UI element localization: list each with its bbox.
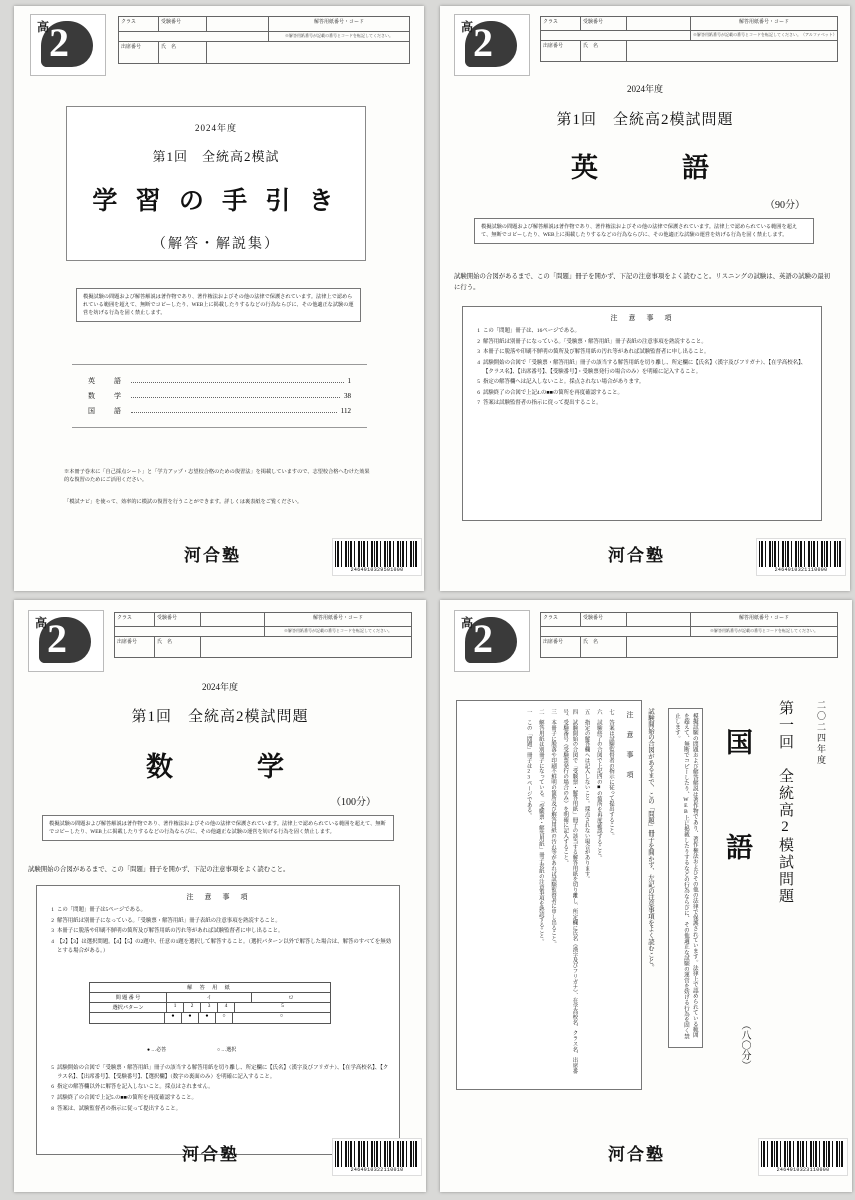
toc-subject: 数 学	[88, 392, 127, 400]
notice-list	[521, 709, 616, 1079]
logo-grade-kanji: 高	[37, 20, 50, 34]
notice-item: 四 試験開始の合図で「受験票・解答用紙」冊子の該当する解答用紙を切り離し、所定欄に氏名（漢字及びフリガナ）、在学高校名、クラス名、出席番号、受験番号（受験票発行の場合のみ）を明確に記入すること。	[562, 709, 578, 1074]
notice-item: 2 解答用紙は別冊子になっている。「受験票・解答用紙」冊子表紙の注意事項を熟読すること。	[51, 917, 281, 924]
brand-logo: 河合塾	[182, 1145, 239, 1164]
time-limit: （100分）	[331, 797, 376, 808]
page-title: 英 語	[571, 153, 719, 183]
notice-title: 注 意 事 項	[186, 893, 250, 901]
logo-grade-kanji: 高	[461, 616, 474, 630]
header-subnote: ※解答用紙番号が記載の番号とコードを転記してください。	[710, 628, 818, 633]
barcode	[756, 538, 846, 576]
notice-item: 4 試験開始の合図で「受験票・解答用紙」冊子の該当する解答用紙を切り離し、所定欄に【氏名】（漢字及びフリガナ）、【在学高校名】、【クラス名】、【出席番号】、【受験番号】・受験票発行の場合のみ）を明確に記入すること。	[477, 359, 807, 375]
toc-row	[88, 376, 351, 386]
label-attendance-number: 出席番号	[115, 637, 155, 657]
exam-line: 第1回 全統高2模試問題	[131, 709, 309, 725]
notice-item: 六 試験終了の合図で上記四の■の箇所を再度確認すること。	[595, 709, 602, 861]
copyright-notice: 模擬試験の問題および解答解説は著作物であり、著作権法およびその他の法律で保護されています。法律上で認められている範囲を超えて、無断でコピーしたり、WEB上に掲載したりするなどの行為ならびに、その他適正な試験の運営を妨げる行為を固く禁止します。	[76, 288, 361, 322]
copyright-notice: 模擬試験の問題および解答解説は著作物であり、著作権法およびその他の法律で保護されています。法律上で認められている範囲を超えて、無断でコピーしたり、WEB上に掲載したりするなどの行為ならびに、その他適正な試験の運営を妨げる行為を固く禁止します。	[474, 218, 814, 244]
field-name[interactable]	[207, 42, 409, 63]
title-frame	[66, 106, 366, 261]
barcode-bars	[335, 1141, 419, 1167]
page-title: 数 学	[146, 752, 294, 782]
logo-grade-number: 2	[473, 20, 493, 65]
instruction-text: 試験開始の合図があるまで、この「問題」冊子を開かず、下記の注意事項をよく読むこと。リスニングの試験は、英語の試験の最初に行う。	[454, 273, 831, 291]
exam-line: 第1回 全統高2模試	[152, 149, 280, 164]
booklet-guide[interactable]	[14, 6, 424, 591]
blank-cell	[115, 627, 265, 636]
label-exam-number: 受験番号	[581, 613, 627, 626]
barcode	[332, 1138, 422, 1176]
label-answer-sheet-code: 解答用紙番号・コード	[313, 20, 364, 25]
cell-q1: 1	[167, 1003, 184, 1012]
notice-item: 1 この「問題」冊子は、16ページである。	[477, 328, 580, 334]
label-answer-sheet-code: 解答用紙番号・コード	[738, 20, 789, 25]
header-entry-table[interactable]	[114, 612, 412, 658]
notice-item: 1 この「問題」冊子は5ページである。	[51, 907, 146, 913]
notice-list	[45, 906, 391, 955]
barcode-number: 2464910323110000	[776, 1167, 830, 1173]
year-label: 2024年度	[194, 123, 237, 133]
notice-item: 2 解答用紙は別冊子になっている。「受験票・解答用紙」冊子表紙の注意事項を熟読すること。	[477, 338, 707, 345]
barcode-bars	[761, 1141, 845, 1167]
brand-logo: 河合塾	[184, 546, 241, 565]
toc-dots	[131, 412, 337, 413]
toc-dots	[131, 382, 344, 383]
selection-table-caption: 解 答 用 紙	[187, 985, 233, 991]
booklet-math[interactable]	[14, 600, 426, 1192]
notice-list-2	[45, 1064, 393, 1115]
field-name[interactable]	[201, 637, 411, 657]
cell-q3: 3	[201, 1003, 218, 1012]
legend-optional: ○ …選択	[217, 1048, 237, 1053]
barcode	[332, 538, 422, 576]
notice-item: 五 指定の解答欄へは記入しないこと。採点されない場合があります。	[583, 709, 590, 882]
notice-item: 3 本冊子に脱落や印刷不鮮明の箇所及び解答用紙の汚れ等があれば試験監督者に申し出ること。	[51, 928, 284, 935]
blank-cell	[119, 32, 269, 41]
notice-title: 注 意 事 項	[626, 711, 634, 781]
label-class: クラス	[541, 613, 581, 626]
copyright-notice: 模擬試験の問題および解答解説は著作物であり、著作権法およびその他の法律で保護されています。法律上で認められている範囲を超えて、無断でコピーしたり、WEB上に掲載したりするなどの行為ならびに、その他適正な試験の運営を妨げる行為を固く禁止します。	[42, 815, 394, 841]
notice-title: 注 意 事 項	[610, 314, 674, 322]
blank-cell	[541, 627, 691, 636]
notice-box	[456, 700, 642, 1090]
col-question-number: 問 題 番 号	[90, 993, 167, 1002]
toc-row	[88, 391, 351, 401]
notice-item: 6 指定の解答欄以外に解答を記入しないこと。採点はされません。	[51, 1084, 214, 1091]
label-name: 氏 名	[155, 637, 201, 657]
grade-logo	[454, 610, 530, 672]
grade-logo	[30, 14, 106, 76]
time-limit: （90分）	[765, 200, 805, 211]
cell-q5: 5	[281, 1003, 284, 1009]
label-answer-sheet-code: 解答用紙番号・コード	[738, 616, 789, 621]
page-title: 国 語	[722, 728, 752, 868]
field-name[interactable]	[627, 637, 837, 657]
label-exam-number: 受験番号	[155, 613, 201, 626]
field-exam-number[interactable]	[201, 613, 265, 626]
booklet-english[interactable]	[440, 6, 850, 591]
header-entry-table[interactable]	[540, 16, 838, 62]
toc-subject: 国 語	[88, 407, 127, 415]
label-name: 氏 名	[581, 637, 627, 657]
logo-grade-number: 2	[47, 616, 67, 661]
brand-logo: 河合塾	[608, 546, 665, 565]
label-class: クラス	[115, 613, 155, 626]
logo-grade-kanji: 高	[461, 20, 474, 34]
label-class: クラス	[119, 17, 159, 31]
barcode-number: 2464910321110000	[774, 567, 828, 573]
notice-item: 7 試験終了の合図で上記5.の■■の箇所を再度確認すること。	[51, 1094, 197, 1101]
grade-logo	[28, 610, 104, 672]
header-subnote: ※解答用紙番号が記載の番号とコードを転記してください。（アルファベット）	[693, 32, 837, 37]
cell-q2: 2	[184, 1003, 201, 1012]
barcode-number: 2464910329501000	[350, 567, 404, 573]
logo-grade-kanji: 高	[35, 616, 48, 630]
year-label: 2024年度	[201, 682, 238, 692]
label-attendance-number: 出席番号	[119, 42, 159, 63]
notice-item: 5 指定の解答欄へは記入しないこと。採点されない場合があります。	[477, 379, 645, 386]
field-exam-number[interactable]	[627, 613, 691, 626]
notice-item: 七 答案は試験監督者の指示に従って提出すること。	[608, 709, 614, 839]
col-pattern-i: イ	[167, 993, 252, 1002]
label-name: 氏 名	[581, 41, 627, 61]
year-label: 二〇二四年度	[816, 700, 826, 766]
toc-page: 112	[340, 407, 351, 415]
barcode	[758, 1138, 848, 1176]
notice-item: 8 答案は、試験監督者の指示に従って提出すること。	[51, 1105, 181, 1112]
notice-item: 3 本冊子に脱落や印刷不鮮明の箇所及び解答用紙の汚れ等があれば試験監督者に申し出ること。	[477, 349, 710, 356]
logo-grade-number: 2	[49, 20, 69, 65]
toc-page: 38	[344, 392, 351, 400]
exam-line: 第1回 全統高2模試問題	[556, 112, 734, 128]
notice-box	[36, 885, 400, 1155]
instruction-text: 試験開始の合図があるまで、この「問題」冊子を開かず、左記の注意事項をよく読むこと。	[647, 708, 654, 971]
toc-page: 1	[347, 377, 351, 385]
notice-item: 6 試験終了の合図で上記4.の■■の箇所を再度確認すること。	[477, 389, 623, 396]
row-label-selection: 選択パターン	[90, 1003, 167, 1012]
grade-logo	[454, 14, 530, 76]
page-subtitle: （解答・解説集）	[152, 237, 280, 252]
table-of-contents	[72, 364, 367, 428]
label-exam-number: 受験番号	[159, 17, 207, 31]
header-subnote: ※解答用紙番号が記載の番号とコードを転記してください。	[284, 628, 392, 633]
notice-item: 5 試験開始の合図で「受験票・解答用紙」冊子の該当する解答用紙を切り離し、所定欄に【氏名】（漢字及びフリガナ）、【在学高校名】、【クラス名】、【出席番号】、【受験番号】、【選択欄】（数字の裏面のみ）を明確に記入すること。	[51, 1065, 389, 1080]
header-entry-table[interactable]	[118, 16, 410, 64]
notice-item: 一 この「問題」冊子は23ページである。	[525, 709, 532, 819]
notice-item: 三 本冊子に脱落や印刷不鮮明の箇所及び解答用紙の汚れ等があれば試験監督者に申し出ること。	[550, 709, 557, 947]
field-exam-number[interactable]	[207, 17, 269, 31]
copyright-notice: 模擬試験の問題および解答解説は著作物であり、著作権法およびその他の法律で保護されています。法律上で認められている範囲を超えて、無断でコピーしたり、WEB上に掲載したりするなどの行為ならびに、その他適正な試験の運営を妨げる行為を固く禁止します。	[668, 708, 703, 1048]
header-entry-table[interactable]	[540, 612, 838, 658]
header-subnote: ※解答用紙番号が記載の番号とコードを転記してください。	[285, 33, 393, 38]
label-attendance-number: 出席番号	[541, 41, 581, 61]
selection-pattern-table: 解 答 用 紙 問 題 番 号 イ ロ 選択パターン 1 2 3 4 5 ● ● ● ○ ○	[89, 982, 331, 1024]
label-exam-number: 受験番号	[581, 17, 627, 30]
instruction-text: 試験開始の合図があるまで、この「問題」冊子を開かず、下記の注意事項をよく読むこと。	[28, 866, 290, 873]
col-pattern-ro: ロ	[288, 995, 294, 1001]
toc-row	[88, 406, 351, 416]
barcode-bars	[759, 541, 843, 567]
notice-box	[462, 306, 822, 521]
notice-list	[471, 327, 813, 408]
notice-item: 7 答案は試験監督者の指示に従って提出すること。	[477, 400, 602, 407]
footnote-1: ※本冊子巻末に「自己採点シート」と「学力アップ・志望校合格のための復習法」を掲載していますので、志望校合格へむけた効果的な復習のためにご活用ください。	[64, 469, 370, 484]
time-limit: （八〇分）	[739, 1020, 750, 1070]
notice-item: 4 【2】【3】は選択問題。【4】【5】の2題中、任意の1題を選択して解答すること。（選択パターン以外で解答した場合は、解答のすべてを無効とする場合がある。）	[51, 938, 391, 954]
brand-logo: 河合塾	[608, 1145, 665, 1164]
barcode-bars	[335, 541, 419, 567]
cell-q4: 4	[218, 1003, 235, 1012]
footnote-2: 「模試ナビ」を使って、効率的に模試の復習を行うことができます。詳しくは裏表紙をご覧ください。	[64, 499, 303, 505]
field-name[interactable]	[627, 41, 837, 61]
page-title: 学 習 の 手 引 き	[92, 188, 340, 215]
booklet-japanese[interactable]	[440, 600, 852, 1192]
notice-item: 二 解答用紙は別冊子になっている。「受験票・解答用紙」冊子表紙の注意事項を熟読すること。	[537, 709, 544, 944]
label-class: クラス	[541, 17, 581, 30]
label-name: 氏 名	[159, 42, 207, 63]
label-attendance-number: 出席番号	[541, 637, 581, 657]
logo-grade-number: 2	[473, 616, 493, 661]
barcode-number: 2464910322110010	[350, 1167, 404, 1173]
year-label: 2024年度	[626, 84, 663, 94]
toc-subject: 英 語	[88, 377, 127, 385]
legend-required: ● …必答	[147, 1048, 167, 1053]
blank-cell	[541, 31, 691, 40]
label-answer-sheet-code: 解答用紙番号・コード	[312, 616, 363, 621]
field-exam-number[interactable]	[627, 17, 691, 30]
toc-dots	[131, 397, 340, 398]
exam-line: 第一回 全統高2模試問題	[777, 700, 793, 905]
